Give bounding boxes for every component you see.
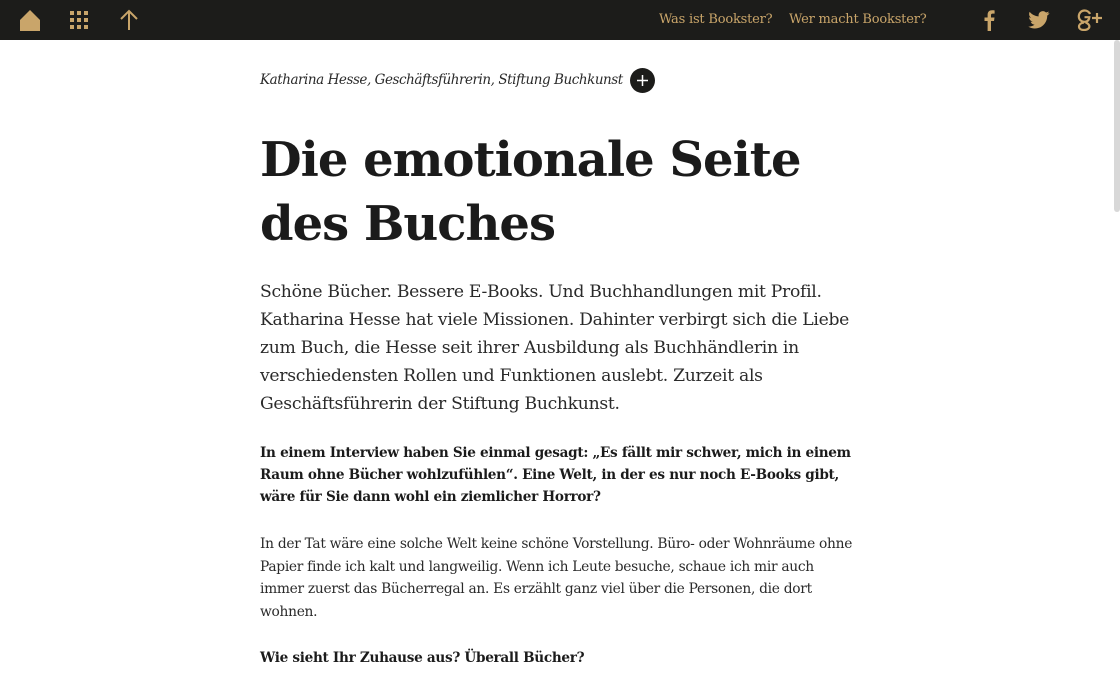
home-icon[interactable] bbox=[18, 0, 42, 40]
top-navigation-bar bbox=[0, 0, 1120, 40]
grid-icon[interactable] bbox=[68, 0, 90, 40]
google-plus-icon[interactable] bbox=[1076, 0, 1104, 40]
title-line-2: des Buches bbox=[260, 196, 555, 252]
author-byline: Katharina Hesse, Geschäftsführerin, Stiftung Buchkunst bbox=[260, 72, 623, 88]
facebook-icon[interactable] bbox=[980, 0, 998, 40]
title-line-1: Die emotionale Seite bbox=[260, 132, 801, 188]
article-title bbox=[260, 128, 860, 256]
interview-answer-1: In der Tat wäre eine solche Welt keine schöne Vorstellung. Büro- oder Wohnräume ohne Papier finde ich kalt und langweilig. Wenn ich Leute besuche, schaue ich mir auch immer zuerst das Bücherregal an. Es erzählt ganz viel über die Personen, die dort wohnen. bbox=[260, 536, 853, 620]
expand-author-button[interactable] bbox=[630, 68, 655, 93]
scrollbar[interactable] bbox=[1114, 40, 1120, 212]
author-row bbox=[260, 67, 655, 93]
nav-link-wer-macht-bookster[interactable]: Wer macht Bookster? bbox=[789, 12, 927, 27]
twitter-icon[interactable] bbox=[1028, 0, 1050, 40]
nav-link-was-ist-bookster[interactable]: Was ist Bookster? bbox=[659, 12, 773, 27]
article-lead: Schöne Bücher. Bessere E-Books. Und Buchhandlungen mit Profil. Katharina Hesse hat viele Missionen. Dahinter verbirgt sich die Liebe zum Buch, die Hesse seit ihrer Ausbildung als Buchhändlerin in verschiedensten Rollen und Funktionen auslebt. Zurzeit als Geschäftsführerin der Stiftung Buchkunst. bbox=[260, 282, 850, 414]
interview-question-2: Wie sieht Ihr Zuhause aus? Überall Bücher? bbox=[260, 650, 585, 666]
plus-icon bbox=[636, 74, 649, 87]
arrow-up-icon[interactable] bbox=[118, 0, 140, 40]
interview-question-1: In einem Interview haben Sie einmal gesagt: „Es fällt mir schwer, mich in einem Raum ohne Bücher wohlzufühlen“. Eine Welt, in der es nur noch E-Books gibt, wäre für Sie dann wohl ein ziemlicher Horror? bbox=[260, 445, 851, 505]
